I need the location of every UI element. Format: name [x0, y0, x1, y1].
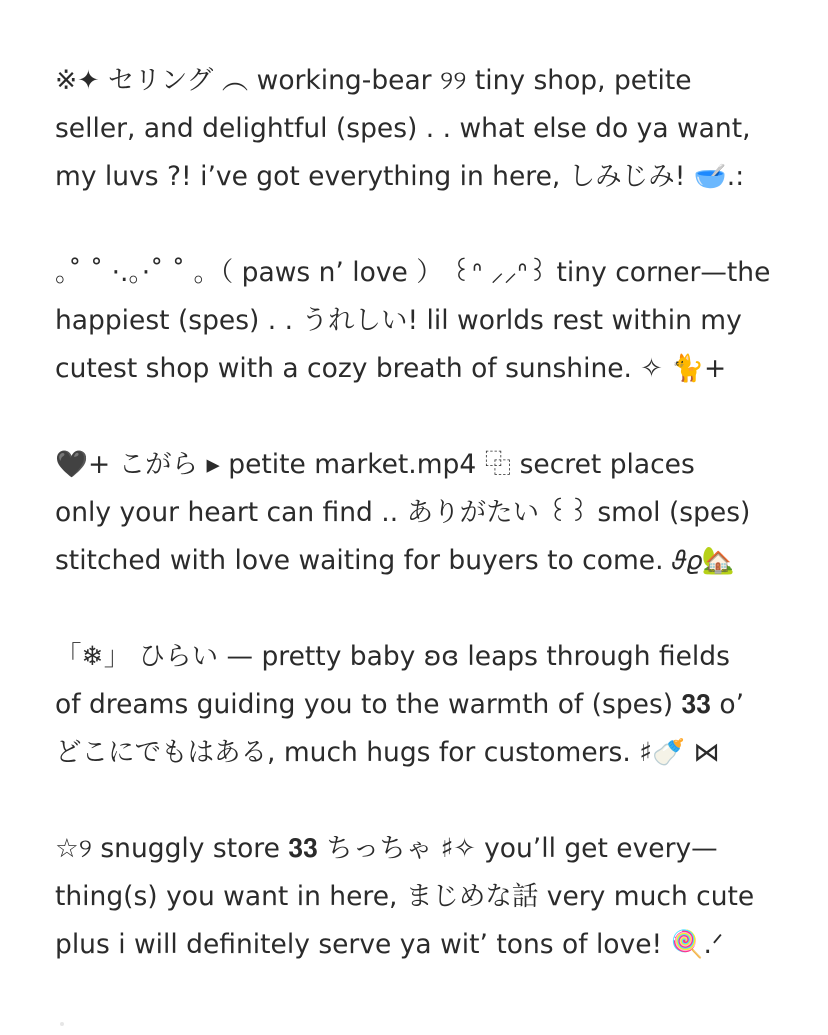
text-line: stitched with love waiting for buyers to come. 𝜗𝜚🏡 — [55, 545, 735, 576]
text-line: my luvs ?! i’ve got everything in here, しみじみ! 🥣.: — [55, 161, 745, 192]
text-line: happiest (spes) . . うれしい! lil worlds rest within my — [55, 305, 742, 336]
paragraph-snuggly-store — [55, 825, 795, 969]
text-line: 「❄」 ひらい — pretty baby ʚɞ leaps through fields — [55, 641, 730, 672]
text-line: thing(s) you want in here, まじめな話 very much cute — [55, 881, 755, 912]
text-line: seller, and delightful (spes) . . what else do ya want, — [55, 113, 751, 144]
text-line: ☆୨ snuggly store 𝟑𝟑 ちっちゃ ♯✧ you’ll get every— — [55, 833, 718, 864]
text-line: only your heart can find .. ありがたい ꒰꒱ smol (spes) — [55, 497, 751, 528]
text-line: ｡˚ ˚ ·.｡·˚ ˚ ｡（ paws n’ love ） ꒰ᐢ ⸝⸝ᐢ꒱ tiny corner—the — [55, 257, 771, 288]
text-line: of dreams guiding you to the warmth of (spes) 𝟑𝟑 o’ — [55, 689, 745, 720]
text-line: どこにでもはある, much hugs for customers. ♯🍼 ⋈ — [55, 737, 720, 768]
text-line: cutest shop with a cozy breath of sunshine. ✧ 🐈+ — [55, 353, 727, 384]
text-line: plus i will definitely serve ya wit’ tons of love! 🍭.ᐟ — [55, 929, 724, 960]
paragraph-working-bear — [55, 57, 795, 201]
text-line: ※✦ セリング ︵ working-bear ୨୨ tiny shop, petite — [55, 65, 692, 96]
text-line: 🖤+ こがら ▸ petite market.mp4 ⿻ secret places — [55, 449, 695, 480]
paragraph-pretty-baby — [55, 633, 795, 777]
stray-dot — [60, 1022, 64, 1026]
paragraph-petite-market — [55, 441, 795, 585]
paragraph-paws-n-love — [55, 249, 795, 393]
